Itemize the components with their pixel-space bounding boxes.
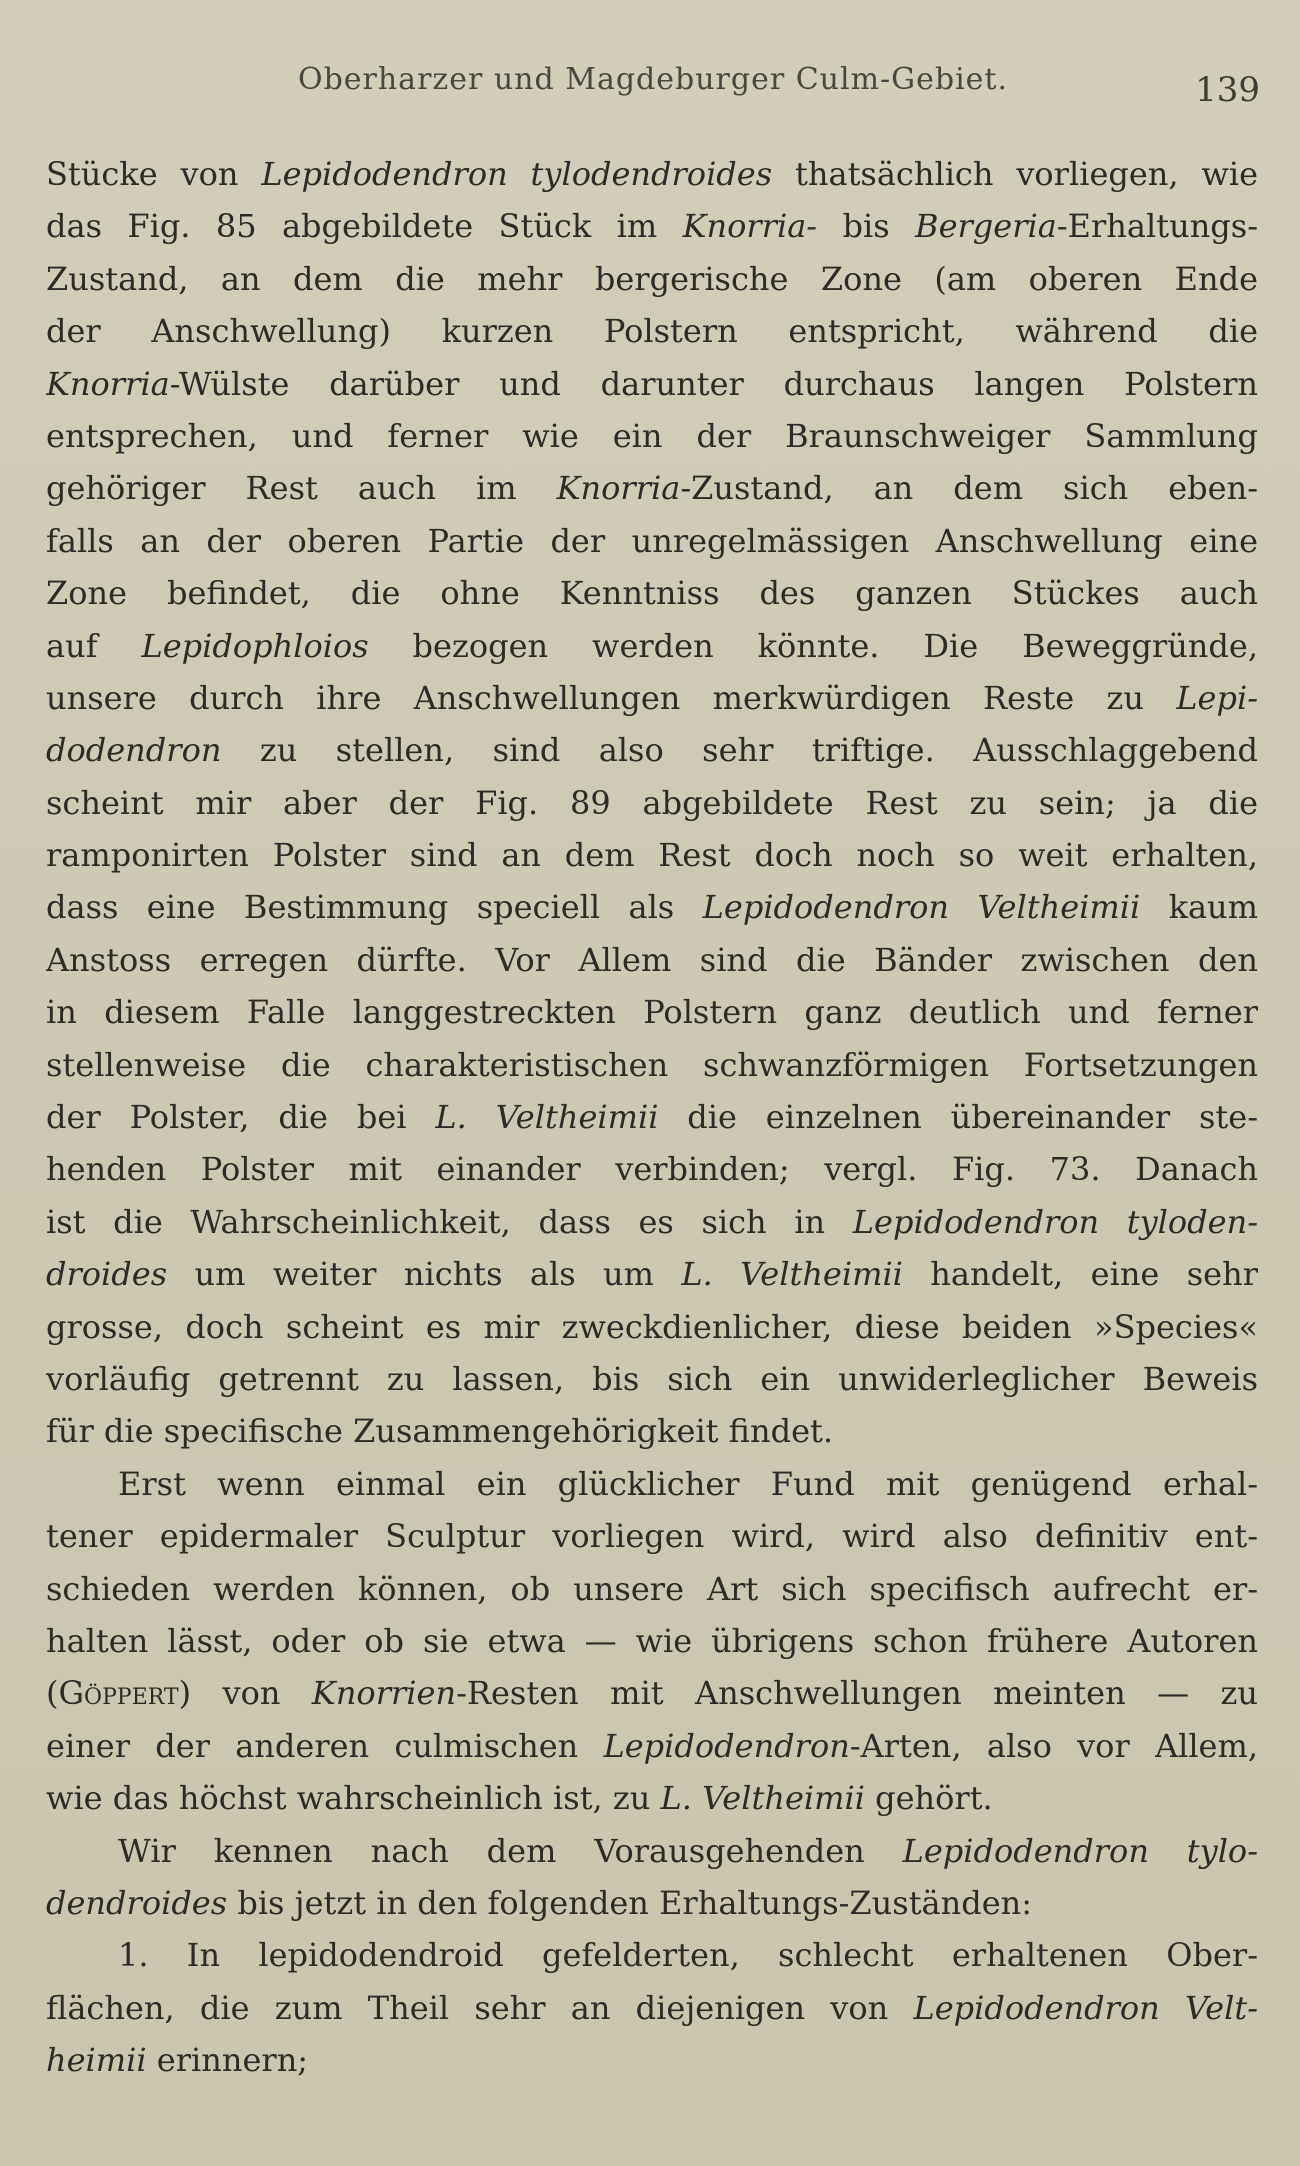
text-line	[46, 724, 1258, 776]
text-span: in diesem Falle langgestreckten Polstern ganz deutlich und ferner	[46, 993, 1258, 1032]
italic-term: Knorria	[556, 469, 681, 508]
text-line	[46, 777, 1258, 829]
text-span: gehört.	[864, 1779, 993, 1818]
italic-term: Lepidodendron Velt-	[913, 1988, 1258, 2027]
text-line	[46, 1405, 1258, 1457]
italic-term: dodendron	[46, 731, 222, 770]
text-span: -Resten mit Anschwellungen meinten — zu	[456, 1674, 1258, 1713]
running-title: Oberharzer und Magdeburger Culm-Gebiet.	[297, 62, 1009, 97]
text-span: flächen, die zum Theil sehr an diejenigen von	[46, 1988, 914, 2027]
text-line	[46, 1143, 1258, 1195]
text-span: für die specifische Zusammengehörigkeit findet.	[46, 1412, 834, 1451]
text-span: -Erhaltungs-	[1056, 207, 1258, 246]
text-line	[46, 1563, 1258, 1615]
text-span: der Polster, die bei	[46, 1098, 436, 1137]
text-line	[46, 1825, 1258, 1877]
text-line	[46, 1877, 1258, 1929]
text-line	[46, 1615, 1258, 1667]
body-text	[46, 148, 1258, 2086]
text-span: ramponirten Polster sind an dem Rest doch noch so weit erhalten,	[46, 836, 1258, 875]
text-span: Anstoss erregen dürfte. Vor Allem sind die Bänder zwischen den	[46, 940, 1258, 979]
text-span: -Wülste darüber und darunter durchaus langen Polstern	[169, 364, 1258, 403]
italic-term: Lepidodendron Veltheimii	[702, 888, 1141, 927]
text-line	[46, 1982, 1258, 2034]
text-line	[46, 672, 1258, 724]
text-line	[46, 829, 1258, 881]
text-span: dass eine Bestimmung speciell als	[46, 888, 703, 927]
text-span: bis	[817, 207, 916, 246]
text-span: einer der anderen culmischen	[46, 1726, 604, 1765]
text-span: Zustand, an dem die mehr bergerische Zone (am oberen Ende	[46, 259, 1258, 298]
text-span: -Zustand, an dem sich eben-	[680, 469, 1258, 508]
italic-term: dendroides	[46, 1883, 228, 1922]
text-span: entsprechen, und ferner wie ein der Braunschweiger Sammlung	[46, 416, 1258, 455]
text-line	[46, 253, 1258, 305]
text-line	[46, 1929, 1258, 1981]
text-line	[46, 881, 1258, 933]
text-span: grosse, doch scheint es mir zweckdienlicher, diese beiden »Species«	[46, 1307, 1258, 1346]
text-line	[46, 462, 1258, 514]
text-line	[46, 620, 1258, 672]
text-line	[46, 1510, 1258, 1562]
italic-term: Lepidodendron	[603, 1726, 850, 1765]
italic-term: Lepidophloios	[141, 626, 369, 665]
italic-term: Knorrien	[311, 1674, 457, 1713]
text-line	[46, 1458, 1258, 1510]
text-span: wie das höchst wahrscheinlich ist, zu	[46, 1779, 661, 1818]
italic-term: Lepidodendron tylodendroides	[261, 155, 773, 193]
text-line	[46, 1248, 1258, 1300]
text-span: kaum	[1140, 888, 1258, 927]
text-line	[46, 986, 1258, 1038]
italic-term: L. Veltheimii	[660, 1779, 865, 1818]
text-line	[46, 410, 1258, 462]
text-line	[46, 515, 1258, 567]
text-line	[46, 567, 1258, 619]
text-span: halten lässt, oder ob sie etwa — wie übrigens schon frühere Autoren	[46, 1621, 1258, 1660]
text-span: stellenweise die charakteristischen schwanzförmigen Fortsetzungen	[46, 1045, 1258, 1084]
text-span: gehöriger Rest auch im	[46, 469, 557, 508]
text-line	[46, 1353, 1258, 1405]
text-line	[46, 1039, 1258, 1091]
text-span: vorläufig getrennt zu lassen, bis sich ein unwiderleglicher Beweis	[46, 1359, 1258, 1398]
text-line	[46, 1667, 1258, 1719]
text-span: erinnern;	[146, 2041, 309, 2080]
text-span: zu stellen, sind also sehr triftige. Ausschlaggebend	[221, 731, 1258, 770]
italic-term: Lepi-	[1176, 678, 1258, 717]
italic-term: L. Veltheimii	[681, 1255, 903, 1294]
text-line	[46, 358, 1258, 410]
text-span: Wir kennen nach dem Vorausgehenden	[118, 1831, 903, 1870]
text-span: falls an der oberen Partie der unregelmässigen Anschwellung eine	[46, 521, 1258, 560]
italic-term: droides	[46, 1255, 168, 1294]
text-span: von	[191, 1674, 312, 1713]
page-header	[46, 62, 1260, 122]
text-span: thatsächlich vorliegen, wie	[772, 155, 1258, 193]
text-span: (Göppert)	[46, 1674, 192, 1713]
text-line	[46, 1720, 1258, 1772]
text-span: bezogen werden könnte. Die Beweggründe,	[368, 626, 1258, 665]
italic-term: Knorria-	[682, 207, 818, 246]
text-span: henden Polster mit einander verbinden; vergl. Fig. 73. Danach	[46, 1150, 1258, 1189]
text-span: handelt, eine sehr	[902, 1255, 1258, 1294]
text-span: tener epidermaler Sculptur vorliegen wird, wird also definitiv ent-	[46, 1517, 1258, 1556]
text-span: Erst wenn einmal ein glücklicher Fund mit genügend erhal-	[118, 1464, 1258, 1503]
text-span: ist die Wahrscheinlichkeit, dass es sich in	[46, 1202, 853, 1241]
text-line	[46, 1301, 1258, 1353]
text-line	[46, 148, 1258, 200]
text-span: 1. In lepidodendroid gefelderten, schlecht erhaltenen Ober-	[118, 1936, 1258, 1975]
text-line	[46, 1196, 1258, 1248]
text-line	[46, 200, 1258, 252]
text-line	[46, 934, 1258, 986]
italic-term: L. Veltheimii	[435, 1098, 659, 1137]
italic-term: Bergeria	[915, 207, 1057, 246]
italic-term: Lepidodendron tyloden-	[852, 1202, 1258, 1241]
italic-term: Lepidodendron tylo-	[902, 1831, 1258, 1870]
italic-term: Knorria	[46, 364, 170, 403]
text-line	[46, 305, 1258, 357]
page-number: 139	[1195, 70, 1260, 110]
text-span: auf	[46, 626, 142, 665]
text-span: unsere durch ihre Anschwellungen merkwürdigen Reste zu	[46, 678, 1177, 717]
text-line	[46, 2034, 1258, 2086]
text-span: Zone befindet, die ohne Kenntniss des ganzen Stückes auch	[46, 574, 1258, 613]
text-span: -Arten, also vor Allem,	[849, 1726, 1258, 1765]
text-line	[46, 1772, 1258, 1824]
text-span: bis jetzt in den folgenden Erhaltungs-Zuständen:	[227, 1883, 1033, 1922]
text-span: die einzelnen übereinander ste-	[658, 1098, 1258, 1137]
text-span: um weiter nichts als um	[167, 1255, 682, 1294]
text-span: scheint mir aber der Fig. 89 abgebildete Rest zu sein; ja die	[46, 783, 1258, 822]
text-span: das Fig. 85 abgebildete Stück im	[46, 207, 683, 246]
italic-term: heimii	[46, 2041, 147, 2080]
text-span: schieden werden können, ob unsere Art sich specifisch aufrecht er-	[46, 1569, 1258, 1608]
text-span: Stücke von	[46, 155, 262, 193]
text-line	[46, 1091, 1258, 1143]
text-span: der Anschwellung) kurzen Polstern entspricht, während die	[46, 312, 1258, 351]
